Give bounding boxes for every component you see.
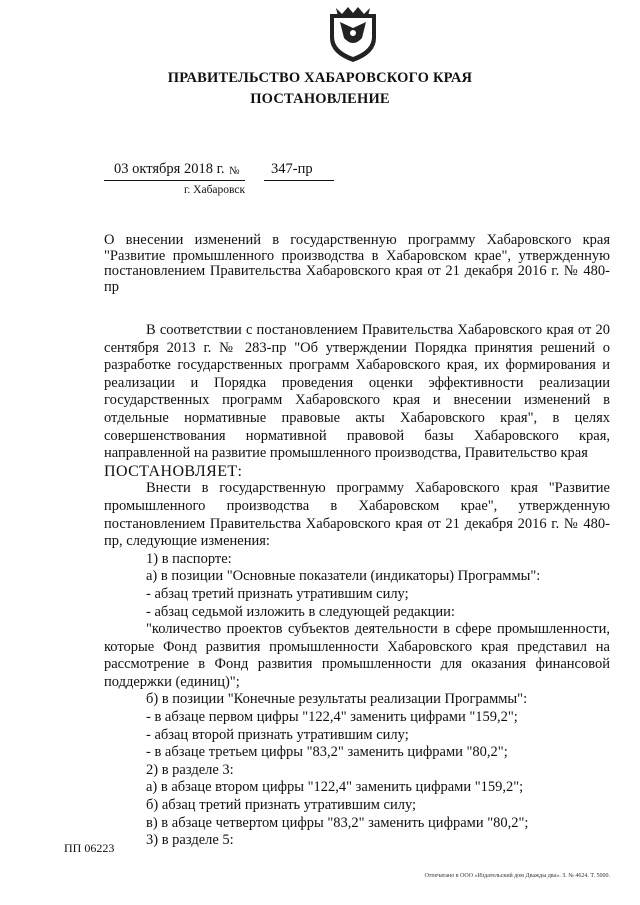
document-type: ПОСТАНОВЛЕНИЕ <box>250 91 390 107</box>
list-item: - абзац седьмой изложить в следующей редакции: <box>146 603 455 620</box>
government-name: ПРАВИТЕЛЬСТВО ХАБАРОВСКОГО КРАЯ <box>167 70 473 86</box>
list-item: в) в абзаце четвертом цифры "83,2" заменить цифрами "80,2"; <box>146 814 529 831</box>
decree-word: ПОСТАНОВЛЯЕТ: <box>104 462 243 480</box>
amendment-intro-paragraph: Внести в государственную программу Хабаровского края "Развитие промышленного производства в Хабаровском крае", утвержденную постановлением Правительства Хабаровского края от 21 декабря 2016 г. № 480-пр, следующие изменения: <box>104 480 610 550</box>
list-item: - в абзаце третьем цифры "83,2" заменить цифрами "80,2"; <box>146 744 508 761</box>
list-item: а) в позиции "Основные показатели (индикаторы) Программы": <box>146 568 541 585</box>
city-label: г. Хабаровск <box>184 184 246 196</box>
number-underline <box>264 180 334 181</box>
preamble-paragraph: В соответствии с постановлением Правительства Хабаровского края от 20 сентября 2013 г. № 283-пр "Об утверждении Порядка принятия решений о разработке государственных программ Хабаровского края, их формирования и реализации и Порядка проведения оценки эффективности реализации государственных программ Хабаровского края и внесении изменений в отдельные нормативные правовые акты Хабаровского края", в целях совершенствования нормативной правовой базы Хабаровского края, направленной на развитие промышленного производства, Правительство края <box>104 322 610 462</box>
document-subject: О внесении изменений в государственную программу Хабаровского края "Развитие промышленного производства в Хабаровском крае", утвержденную постановлением Правительства Хабаровского края от 21 декабря 2016 г. № 480-пр <box>104 232 610 295</box>
list-item: 1) в паспорте: <box>146 550 232 567</box>
list-item: б) абзац третий признать утратившим силу; <box>146 797 417 814</box>
list-item: 3) в разделе 5: <box>146 832 234 849</box>
list-item: - абзац третий признать утратившим силу; <box>146 585 409 602</box>
list-item: б) в позиции "Конечные результаты реализации Программы": <box>146 691 528 708</box>
document-number: 347-пр <box>271 161 313 177</box>
document-date: 03 октября 2018 г. <box>114 161 225 177</box>
list-item: - в абзаце первом цифры "122,4" заменить цифрами "159,2"; <box>146 709 518 726</box>
registration-row <box>0 161 640 183</box>
khabarovsk-coat-of-arms-icon <box>322 4 384 66</box>
number-sign: № <box>229 165 240 177</box>
list-item: 2) в разделе 3: <box>146 761 234 778</box>
printing-note: Отпечатано в ООО «Издательский дом Дважды два». З. № 4624. Т. 5000. <box>424 873 610 879</box>
document-body <box>104 322 610 850</box>
list-item: - абзац второй признать утратившим силу; <box>146 726 409 743</box>
document-code: ПП 06223 <box>64 841 115 855</box>
list-item: "количество проектов субъектов деятельности в сфере промышленности, которые Фонд развития промышленности Хабаровского края представил на рассмотрение в Фонд развития промышленности для оказания финансовой поддержки (единиц)"; <box>104 621 610 690</box>
date-underline <box>104 180 245 181</box>
list-item: а) в абзаце втором цифры "122,4" заменить цифрами "159,2"; <box>146 779 524 796</box>
